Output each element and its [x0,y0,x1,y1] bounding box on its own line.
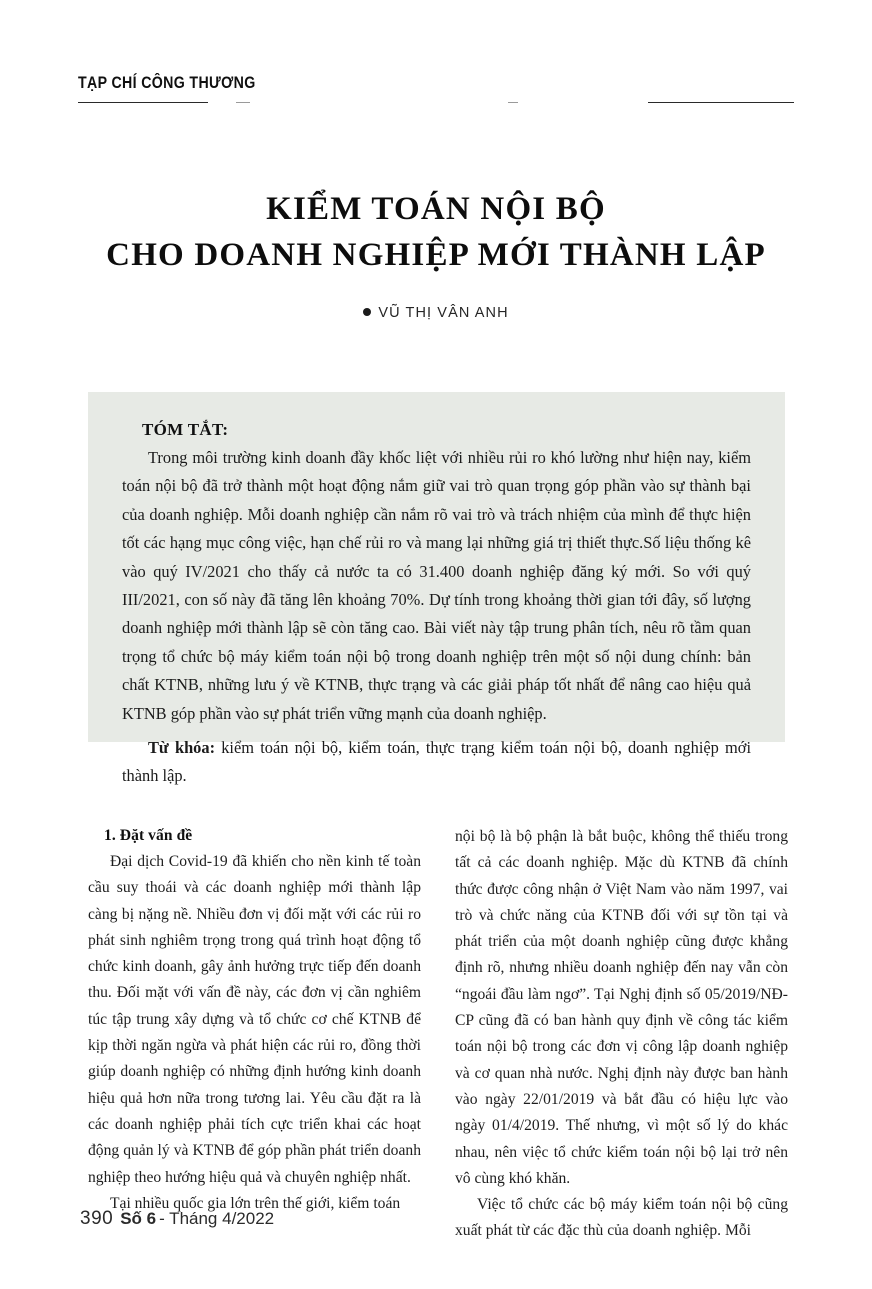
page-number: 390 [80,1208,114,1229]
page-title-line-2: CHO DOANH NGHIỆP MỚI THÀNH LẬP [106,237,766,274]
keywords-text: kiểm toán nội bộ, kiểm toán, thực trạng kiểm toán nội bộ, doanh nghiệp mới thành lập. [122,738,751,786]
masthead [78,74,794,114]
paragraph: Việc tổ chức các bộ máy kiểm toán nội bộ cũng xuất phát từ các đặc thù của doanh nghiệp. Mỗi [455,1196,788,1240]
abstract-body: Trong môi trường kinh doanh đầy khốc liệt với nhiều rủi ro khó lường như hiện nay, kiểm toán nội bộ đã trở thành một hoạt động nắm giữ vai trò quan trọng góp phần vào sự thành bại của doanh nghiệp. Mỗi doanh nghiệp cần nắm rõ vai trò và trách nhiệm của mình để thực hiện tốt các hạng mục công việc, hạn chế rủi ro và mang lại những giá trị thiết thực.Số liệu thống kê vào quý IV/2021 cho thấy cả nước ta có 31.400 doanh nghiệp đăng ký mới. So với quý III/2021, con số này đã tăng lên khoảng 70%. Dự tính trong khoảng thời gian tới đây, số lượng doanh nghiệp mới thành lập sẽ còn tăng cao. Bài viết này tập trung phân tích, nêu rõ tầm quan trọng tổ chức bộ máy kiểm toán nội bộ trong doanh nghiệp trên một số nội dung chính: bản chất KTNB, những lưu ý về KTNB, thực trạng và các giải pháp tốt nhất để nâng cao hiệu quả KTNB góp phần vào sự phát triển vững mạnh của doanh nghiệp. [122,448,751,723]
page-title [78,186,794,278]
section-heading: 1. Đặt vấn đề [104,827,193,844]
paragraph: Đại dịch Covid-19 đã khiến cho nền kinh tế toàn cầu suy thoái và các doanh nghiệp mới thành lập càng bị nặng nề. Nhiều đơn vị đối mặt với các rủi ro phát sinh nghiêm trọng trong quá trình hoạt động tổ chức kinh doanh, gây ảnh hưởng trực tiếp đến doanh thu. Đối mặt với vấn đề này, các đơn vị cần nghiêm túc tập trung xây dựng và tổ chức cơ chế KTNB để kịp thời ngăn ngừa và phát hiện các rủi ro, đồng thời giúp doanh nghiệp có những định hướng kinh doanh hiệu quả hơn nữa trong tương lai. Yêu cầu đặt ra là các doanh nghiệp phải tích cực triển khai các hoạt động quản lý và KTNB để góp phần phát triển doanh nghiệp theo hướng hiệu quả và chuyên nghiệp nhất. [88,853,421,1186]
issue-date: - Tháng 4/2022 [159,1209,275,1228]
abstract-heading: TÓM TẮT: [142,420,229,439]
column-right [455,824,788,1240]
abstract-keywords [122,734,751,791]
paragraph: nội bộ là bộ phận là bắt buộc, không thể thiếu trong tất cả các doanh nghiệp. Mặc dù KTNB đã chính thức được công nhận ở Việt Nam vào năm 1997, vai trò và chức năng của KTNB đối với sự tồn tại và phát triển của một doanh nghiệp cũng được khẳng định rõ, nhưng nhiều doanh nghiệp đến nay vẫn còn “ngoái đầu làm ngơ”. Tại Nghị định số 05/2019/NĐ-CP cũng đã có ban hành quy định về công tác kiểm toán nội bộ trong các đơn vị công lập doanh nghiệp và cơ quan nhà nước. Nghị định này được ban hành vào ngày 22/01/2019 và bắt đầu có hiệu lực vào ngày 01/4/2019. Thế nhưng, vì một số lý do khác nhau, nên việc tổ chức kiểm toán nội bộ lại trở nên vô cùng khó khăn. [455,828,788,1187]
author-line [78,305,794,321]
column-left [88,824,421,1212]
bullet-icon [363,308,371,316]
abstract-box [88,392,785,786]
paragraph: Tại nhiều quốc gia lớn trên thế giới, kiểm toán [110,1194,401,1212]
journal-name: TẠP CHÍ CÔNG THƯƠNG [78,74,256,92]
masthead-divider-fade [208,101,648,104]
author-name: VŨ THỊ VÂN ANH [378,305,509,321]
footer [80,1208,274,1230]
issue-number: Số 6 [120,1209,157,1228]
keywords-label: Từ khóa: [148,738,216,758]
page-title-line-1: KIỂM TOÁN NỘI BỘ [266,191,606,228]
